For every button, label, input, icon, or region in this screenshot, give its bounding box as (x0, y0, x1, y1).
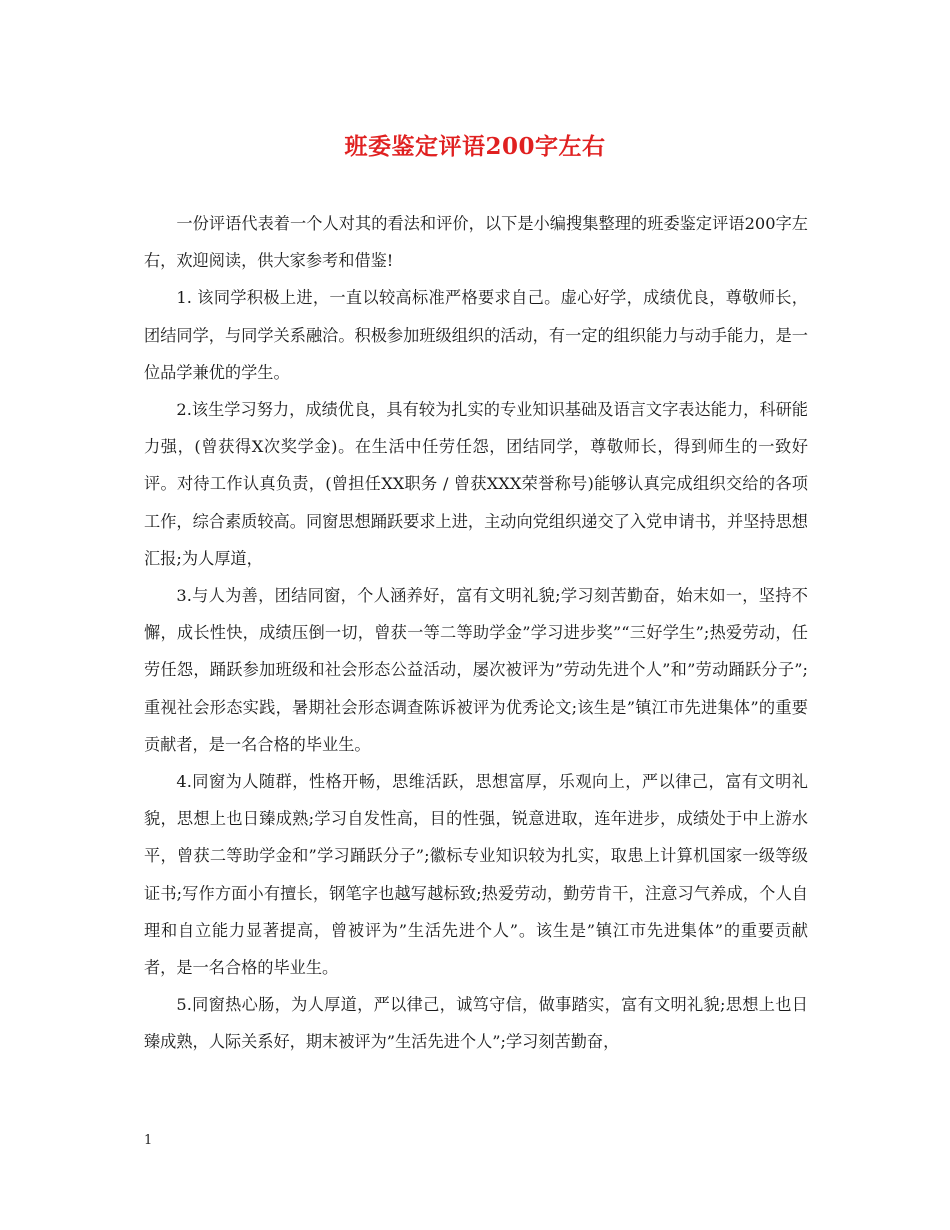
comment-paragraph-4: 4.同窗为人随群，性格开畅，思维活跃，思想富厚，乐观向上，严以律己，富有文明礼貌，思想上也日臻成熟;学习自发性高，目的性强，锐意进取，连年进步，成绩处于中上游水平，曾获二等助学金和”学习踊跃分子”;徽标专业知识较为扎实，取患上计算机国家一级等级证书;写作方面小有擅长，钢笔字也越写越标致;热爱劳动，勤劳肯干，注意习气养成，个人自理和自立能力显著提高，曾被评为”生活先进个人”。该生是”镇江市先进集体”的重要贡献者，是一名合格的毕业生。 (144, 772, 808, 978)
comment-paragraph-1: 1. 该同学积极上进，一直以较高标准严格要求自己。虚心好学，成绩优良，尊敬师长，团结同学，与同学关系融洽。积极参加班级组织的活动，有一定的组织能力与动手能力，是一位品学兼优的学生。 (144, 288, 808, 382)
document-body (144, 205, 808, 1061)
page-number: 1 (144, 1133, 153, 1148)
comment-paragraph-2: 2.该生学习努力，成绩优良，具有较为扎实的专业知识基础及语言文字表达能力，科研能力强，(曾获得X次奖学金)。在生活中任劳任怨，团结同学，尊敬师长，得到师生的一致好评。对待工作认真负责，(曾担任XX职务 / 曾获XXX荣誉称号)能够认真完成组织交给的各项工作，综合素质较高。同窗思想踊跃要求上进，主动向党组织递交了入党申请书，并坚持思想汇报;为人厚道， (144, 400, 808, 568)
intro-paragraph: 一份评语代表着一个人对其的看法和评价，以下是小编搜集整理的班委鉴定评语200字左右，欢迎阅读，供大家参考和借鉴! (144, 214, 808, 271)
document-title: 班委鉴定评语200字左右 (344, 133, 606, 160)
comment-paragraph-5: 5.同窗热心肠，为人厚道，严以律己，诚笃守信，做事踏实，富有文明礼貌;思想上也日臻成熟，人际关系好，期末被评为”生活先进个人”;学习刻苦勤奋， (144, 995, 808, 1052)
comment-paragraph-3: 3.与人为善，团结同窗，个人涵养好，富有文明礼貌;学习刻苦勤奋，始末如一，坚持不懈，成长性快，成绩压倒一切，曾获一等二等助学金”学习进步奖”“三好学生”;热爱劳动，任劳任怨，踊跃参加班级和社会形态公益活动，屡次被评为”劳动先进个人”和”劳动踊跃分子”;重视社会形态实践，暑期社会形态调查陈诉被评为优秀论文;该生是”镇江市先进集体”的重要贡献者，是一名合格的毕业生。 (144, 586, 808, 754)
